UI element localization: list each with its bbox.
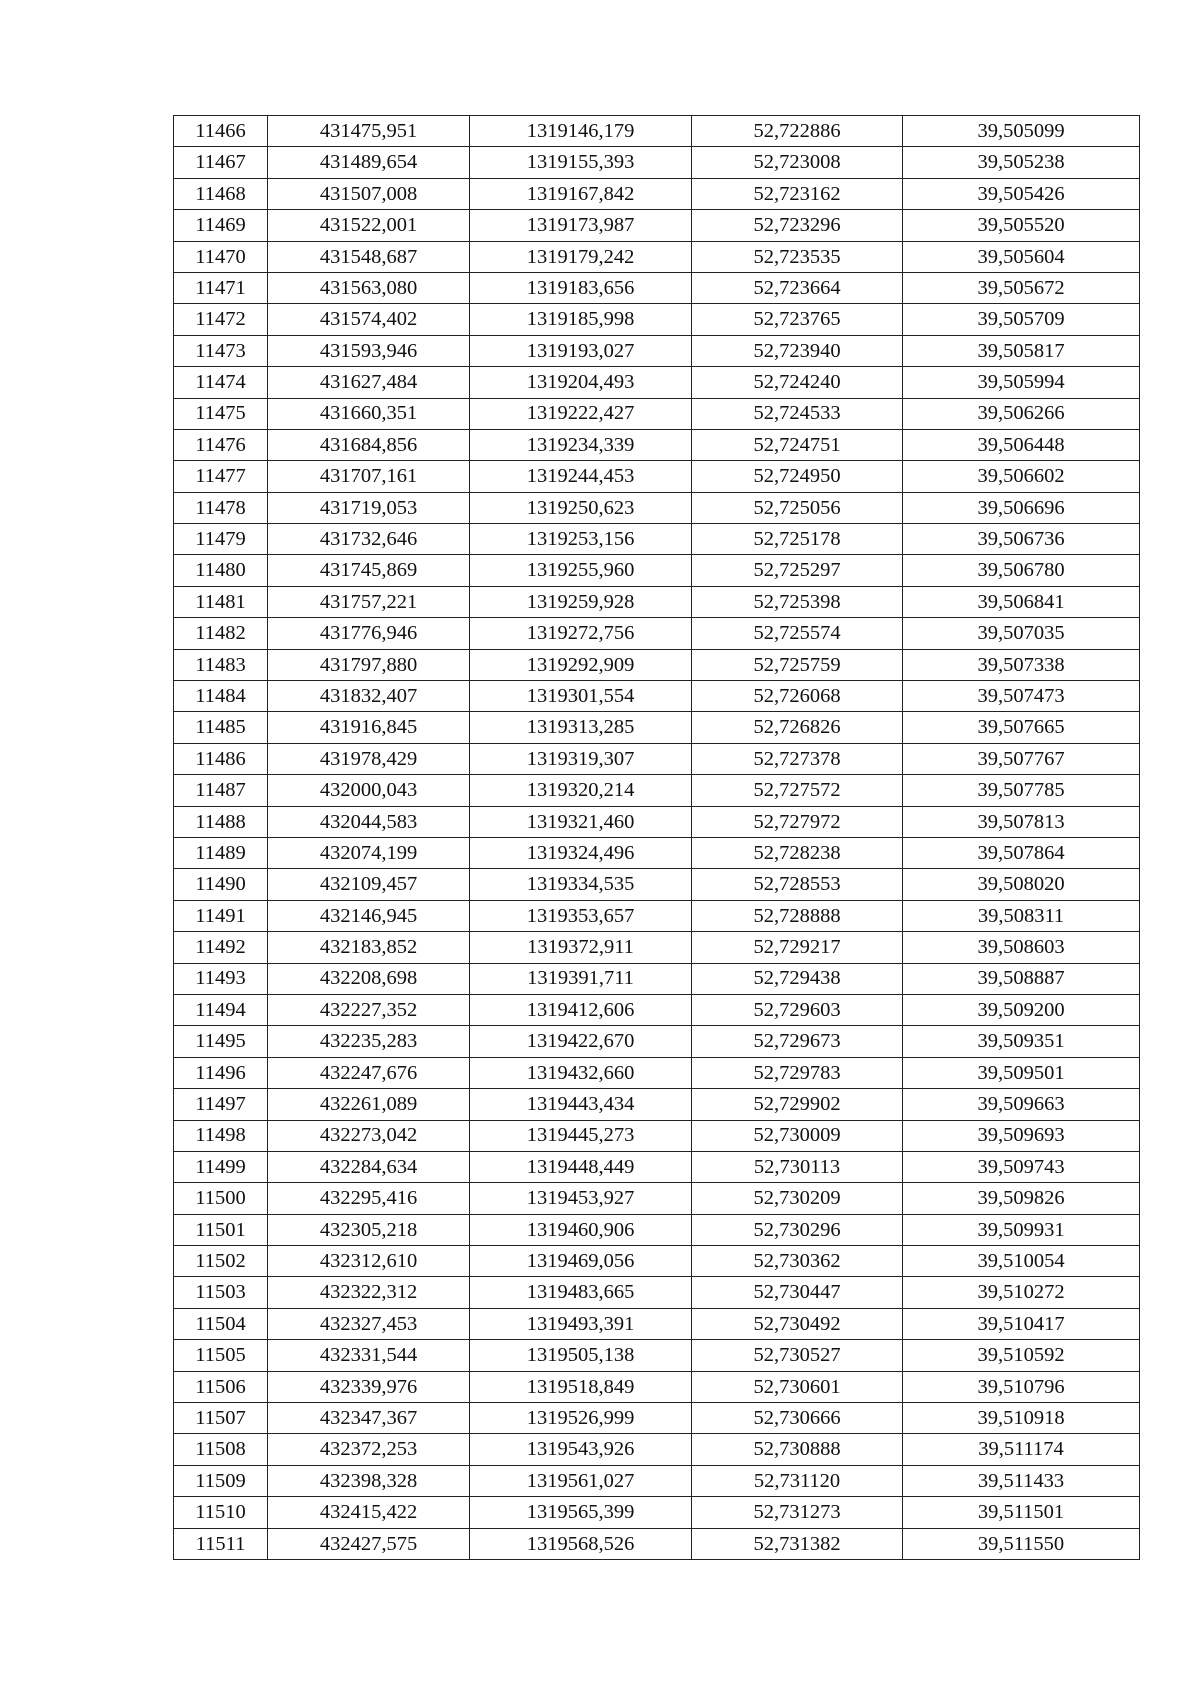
x-coordinate-cell: 432247,676 bbox=[268, 1057, 470, 1088]
longitude-cell: 39,511501 bbox=[903, 1497, 1140, 1528]
y-coordinate-cell: 1319222,427 bbox=[470, 398, 692, 429]
y-coordinate-cell: 1319173,987 bbox=[470, 210, 692, 241]
longitude-cell: 39,507864 bbox=[903, 837, 1140, 868]
x-coordinate-cell: 431593,946 bbox=[268, 335, 470, 366]
longitude-cell: 39,505238 bbox=[903, 147, 1140, 178]
latitude-cell: 52,730527 bbox=[692, 1340, 903, 1371]
point-number-cell: 11506 bbox=[174, 1371, 268, 1402]
point-number-cell: 11469 bbox=[174, 210, 268, 241]
latitude-cell: 52,728238 bbox=[692, 837, 903, 868]
y-coordinate-cell: 1319319,307 bbox=[470, 743, 692, 774]
y-coordinate-cell: 1319469,056 bbox=[470, 1246, 692, 1277]
point-number-cell: 11486 bbox=[174, 743, 268, 774]
x-coordinate-cell: 432227,352 bbox=[268, 994, 470, 1025]
longitude-cell: 39,510272 bbox=[903, 1277, 1140, 1308]
y-coordinate-cell: 1319250,623 bbox=[470, 492, 692, 523]
point-number-cell: 11504 bbox=[174, 1308, 268, 1339]
latitude-cell: 52,724533 bbox=[692, 398, 903, 429]
x-coordinate-cell: 431832,407 bbox=[268, 681, 470, 712]
table-row bbox=[174, 1277, 1140, 1308]
x-coordinate-cell: 431776,946 bbox=[268, 618, 470, 649]
latitude-cell: 52,730362 bbox=[692, 1246, 903, 1277]
longitude-cell: 39,507785 bbox=[903, 775, 1140, 806]
x-coordinate-cell: 432312,610 bbox=[268, 1246, 470, 1277]
longitude-cell: 39,505672 bbox=[903, 272, 1140, 303]
x-coordinate-cell: 431707,161 bbox=[268, 461, 470, 492]
point-number-cell: 11487 bbox=[174, 775, 268, 806]
coordinates-table bbox=[173, 115, 1140, 1560]
latitude-cell: 52,726826 bbox=[692, 712, 903, 743]
y-coordinate-cell: 1319372,911 bbox=[470, 932, 692, 963]
y-coordinate-cell: 1319543,926 bbox=[470, 1434, 692, 1465]
latitude-cell: 52,725759 bbox=[692, 649, 903, 680]
longitude-cell: 39,507338 bbox=[903, 649, 1140, 680]
latitude-cell: 52,730209 bbox=[692, 1183, 903, 1214]
longitude-cell: 39,507473 bbox=[903, 681, 1140, 712]
point-number-cell: 11503 bbox=[174, 1277, 268, 1308]
x-coordinate-cell: 431522,001 bbox=[268, 210, 470, 241]
y-coordinate-cell: 1319422,670 bbox=[470, 1026, 692, 1057]
x-coordinate-cell: 432305,218 bbox=[268, 1214, 470, 1245]
longitude-cell: 39,505994 bbox=[903, 367, 1140, 398]
longitude-cell: 39,510054 bbox=[903, 1246, 1140, 1277]
x-coordinate-cell: 431719,053 bbox=[268, 492, 470, 523]
table-row bbox=[174, 1246, 1140, 1277]
table-row bbox=[174, 1214, 1140, 1245]
longitude-cell: 39,506696 bbox=[903, 492, 1140, 523]
table-row bbox=[174, 398, 1140, 429]
latitude-cell: 52,728888 bbox=[692, 900, 903, 931]
x-coordinate-cell: 432339,976 bbox=[268, 1371, 470, 1402]
longitude-cell: 39,507767 bbox=[903, 743, 1140, 774]
table-row bbox=[174, 1151, 1140, 1182]
table-row bbox=[174, 900, 1140, 931]
longitude-cell: 39,509743 bbox=[903, 1151, 1140, 1182]
y-coordinate-cell: 1319204,493 bbox=[470, 367, 692, 398]
latitude-cell: 52,725056 bbox=[692, 492, 903, 523]
point-number-cell: 11472 bbox=[174, 304, 268, 335]
point-number-cell: 11488 bbox=[174, 806, 268, 837]
point-number-cell: 11467 bbox=[174, 147, 268, 178]
y-coordinate-cell: 1319432,660 bbox=[470, 1057, 692, 1088]
longitude-cell: 39,511550 bbox=[903, 1528, 1140, 1559]
latitude-cell: 52,730492 bbox=[692, 1308, 903, 1339]
longitude-cell: 39,506266 bbox=[903, 398, 1140, 429]
y-coordinate-cell: 1319320,214 bbox=[470, 775, 692, 806]
y-coordinate-cell: 1319324,496 bbox=[470, 837, 692, 868]
longitude-cell: 39,509931 bbox=[903, 1214, 1140, 1245]
latitude-cell: 52,730447 bbox=[692, 1277, 903, 1308]
y-coordinate-cell: 1319167,842 bbox=[470, 178, 692, 209]
table-row bbox=[174, 1465, 1140, 1496]
latitude-cell: 52,730113 bbox=[692, 1151, 903, 1182]
table-row bbox=[174, 1120, 1140, 1151]
latitude-cell: 52,723940 bbox=[692, 335, 903, 366]
coordinates-table-body bbox=[174, 116, 1140, 1560]
longitude-cell: 39,508603 bbox=[903, 932, 1140, 963]
point-number-cell: 11470 bbox=[174, 241, 268, 272]
x-coordinate-cell: 431475,951 bbox=[268, 116, 470, 147]
latitude-cell: 52,729438 bbox=[692, 963, 903, 994]
point-number-cell: 11493 bbox=[174, 963, 268, 994]
latitude-cell: 52,724751 bbox=[692, 429, 903, 460]
point-number-cell: 11482 bbox=[174, 618, 268, 649]
point-number-cell: 11476 bbox=[174, 429, 268, 460]
latitude-cell: 52,729902 bbox=[692, 1089, 903, 1120]
latitude-cell: 52,730601 bbox=[692, 1371, 903, 1402]
y-coordinate-cell: 1319334,535 bbox=[470, 869, 692, 900]
x-coordinate-cell: 432261,089 bbox=[268, 1089, 470, 1120]
x-coordinate-cell: 431916,845 bbox=[268, 712, 470, 743]
x-coordinate-cell: 432074,199 bbox=[268, 837, 470, 868]
latitude-cell: 52,731382 bbox=[692, 1528, 903, 1559]
longitude-cell: 39,506448 bbox=[903, 429, 1140, 460]
point-number-cell: 11473 bbox=[174, 335, 268, 366]
latitude-cell: 52,727378 bbox=[692, 743, 903, 774]
point-number-cell: 11489 bbox=[174, 837, 268, 868]
point-number-cell: 11477 bbox=[174, 461, 268, 492]
table-row bbox=[174, 1340, 1140, 1371]
table-row bbox=[174, 586, 1140, 617]
y-coordinate-cell: 1319483,665 bbox=[470, 1277, 692, 1308]
table-row bbox=[174, 178, 1140, 209]
x-coordinate-cell: 432295,416 bbox=[268, 1183, 470, 1214]
point-number-cell: 11502 bbox=[174, 1246, 268, 1277]
latitude-cell: 52,729603 bbox=[692, 994, 903, 1025]
table-row bbox=[174, 492, 1140, 523]
longitude-cell: 39,510796 bbox=[903, 1371, 1140, 1402]
y-coordinate-cell: 1319561,027 bbox=[470, 1465, 692, 1496]
y-coordinate-cell: 1319391,711 bbox=[470, 963, 692, 994]
latitude-cell: 52,724950 bbox=[692, 461, 903, 492]
latitude-cell: 52,730888 bbox=[692, 1434, 903, 1465]
point-number-cell: 11474 bbox=[174, 367, 268, 398]
latitude-cell: 52,729673 bbox=[692, 1026, 903, 1057]
point-number-cell: 11508 bbox=[174, 1434, 268, 1465]
longitude-cell: 39,505817 bbox=[903, 335, 1140, 366]
y-coordinate-cell: 1319453,927 bbox=[470, 1183, 692, 1214]
point-number-cell: 11507 bbox=[174, 1403, 268, 1434]
x-coordinate-cell: 432000,043 bbox=[268, 775, 470, 806]
y-coordinate-cell: 1319244,453 bbox=[470, 461, 692, 492]
latitude-cell: 52,723664 bbox=[692, 272, 903, 303]
y-coordinate-cell: 1319443,434 bbox=[470, 1089, 692, 1120]
longitude-cell: 39,506841 bbox=[903, 586, 1140, 617]
point-number-cell: 11475 bbox=[174, 398, 268, 429]
point-number-cell: 11466 bbox=[174, 116, 268, 147]
table-row bbox=[174, 681, 1140, 712]
table-row bbox=[174, 932, 1140, 963]
point-number-cell: 11500 bbox=[174, 1183, 268, 1214]
longitude-cell: 39,507665 bbox=[903, 712, 1140, 743]
table-row bbox=[174, 429, 1140, 460]
table-row bbox=[174, 1089, 1140, 1120]
longitude-cell: 39,509200 bbox=[903, 994, 1140, 1025]
point-number-cell: 11483 bbox=[174, 649, 268, 680]
table-row bbox=[174, 272, 1140, 303]
x-coordinate-cell: 432322,312 bbox=[268, 1277, 470, 1308]
table-row bbox=[174, 1371, 1140, 1402]
latitude-cell: 52,722886 bbox=[692, 116, 903, 147]
table-row bbox=[174, 649, 1140, 680]
table-row bbox=[174, 963, 1140, 994]
latitude-cell: 52,725574 bbox=[692, 618, 903, 649]
longitude-cell: 39,508311 bbox=[903, 900, 1140, 931]
longitude-cell: 39,509351 bbox=[903, 1026, 1140, 1057]
point-number-cell: 11480 bbox=[174, 555, 268, 586]
table-row bbox=[174, 869, 1140, 900]
table-row bbox=[174, 1528, 1140, 1559]
longitude-cell: 39,506780 bbox=[903, 555, 1140, 586]
table-row bbox=[174, 837, 1140, 868]
longitude-cell: 39,505099 bbox=[903, 116, 1140, 147]
longitude-cell: 39,505709 bbox=[903, 304, 1140, 335]
point-number-cell: 11511 bbox=[174, 1528, 268, 1559]
point-number-cell: 11498 bbox=[174, 1120, 268, 1151]
x-coordinate-cell: 431732,646 bbox=[268, 524, 470, 555]
x-coordinate-cell: 432327,453 bbox=[268, 1308, 470, 1339]
y-coordinate-cell: 1319255,960 bbox=[470, 555, 692, 586]
latitude-cell: 52,724240 bbox=[692, 367, 903, 398]
y-coordinate-cell: 1319526,999 bbox=[470, 1403, 692, 1434]
latitude-cell: 52,725297 bbox=[692, 555, 903, 586]
x-coordinate-cell: 431978,429 bbox=[268, 743, 470, 774]
table-row bbox=[174, 775, 1140, 806]
point-number-cell: 11499 bbox=[174, 1151, 268, 1182]
x-coordinate-cell: 432427,575 bbox=[268, 1528, 470, 1559]
y-coordinate-cell: 1319234,339 bbox=[470, 429, 692, 460]
latitude-cell: 52,723535 bbox=[692, 241, 903, 272]
latitude-cell: 52,723008 bbox=[692, 147, 903, 178]
y-coordinate-cell: 1319292,909 bbox=[470, 649, 692, 680]
y-coordinate-cell: 1319321,460 bbox=[470, 806, 692, 837]
longitude-cell: 39,506602 bbox=[903, 461, 1140, 492]
x-coordinate-cell: 432331,544 bbox=[268, 1340, 470, 1371]
point-number-cell: 11468 bbox=[174, 178, 268, 209]
x-coordinate-cell: 431745,869 bbox=[268, 555, 470, 586]
point-number-cell: 11510 bbox=[174, 1497, 268, 1528]
latitude-cell: 52,731273 bbox=[692, 1497, 903, 1528]
table-row bbox=[174, 210, 1140, 241]
y-coordinate-cell: 1319146,179 bbox=[470, 116, 692, 147]
table-row bbox=[174, 304, 1140, 335]
x-coordinate-cell: 431627,484 bbox=[268, 367, 470, 398]
point-number-cell: 11509 bbox=[174, 1465, 268, 1496]
x-coordinate-cell: 432208,698 bbox=[268, 963, 470, 994]
y-coordinate-cell: 1319313,285 bbox=[470, 712, 692, 743]
table-row bbox=[174, 367, 1140, 398]
y-coordinate-cell: 1319301,554 bbox=[470, 681, 692, 712]
table-row bbox=[174, 147, 1140, 178]
longitude-cell: 39,509501 bbox=[903, 1057, 1140, 1088]
point-number-cell: 11496 bbox=[174, 1057, 268, 1088]
table-row bbox=[174, 1183, 1140, 1214]
latitude-cell: 52,730009 bbox=[692, 1120, 903, 1151]
longitude-cell: 39,511433 bbox=[903, 1465, 1140, 1496]
table-row bbox=[174, 1057, 1140, 1088]
x-coordinate-cell: 432347,367 bbox=[268, 1403, 470, 1434]
y-coordinate-cell: 1319253,156 bbox=[470, 524, 692, 555]
latitude-cell: 52,727572 bbox=[692, 775, 903, 806]
latitude-cell: 52,727972 bbox=[692, 806, 903, 837]
x-coordinate-cell: 432235,283 bbox=[268, 1026, 470, 1057]
longitude-cell: 39,509663 bbox=[903, 1089, 1140, 1120]
point-number-cell: 11501 bbox=[174, 1214, 268, 1245]
x-coordinate-cell: 432146,945 bbox=[268, 900, 470, 931]
longitude-cell: 39,509693 bbox=[903, 1120, 1140, 1151]
table-row bbox=[174, 1026, 1140, 1057]
latitude-cell: 52,730666 bbox=[692, 1403, 903, 1434]
latitude-cell: 52,726068 bbox=[692, 681, 903, 712]
latitude-cell: 52,731120 bbox=[692, 1465, 903, 1496]
longitude-cell: 39,510417 bbox=[903, 1308, 1140, 1339]
y-coordinate-cell: 1319155,393 bbox=[470, 147, 692, 178]
x-coordinate-cell: 431507,008 bbox=[268, 178, 470, 209]
x-coordinate-cell: 432415,422 bbox=[268, 1497, 470, 1528]
latitude-cell: 52,723296 bbox=[692, 210, 903, 241]
y-coordinate-cell: 1319272,756 bbox=[470, 618, 692, 649]
table-row bbox=[174, 806, 1140, 837]
point-number-cell: 11492 bbox=[174, 932, 268, 963]
longitude-cell: 39,508887 bbox=[903, 963, 1140, 994]
point-number-cell: 11505 bbox=[174, 1340, 268, 1371]
table-row bbox=[174, 555, 1140, 586]
y-coordinate-cell: 1319505,138 bbox=[470, 1340, 692, 1371]
longitude-cell: 39,509826 bbox=[903, 1183, 1140, 1214]
table-row bbox=[174, 994, 1140, 1025]
x-coordinate-cell: 431797,880 bbox=[268, 649, 470, 680]
longitude-cell: 39,507035 bbox=[903, 618, 1140, 649]
y-coordinate-cell: 1319518,849 bbox=[470, 1371, 692, 1402]
table-row bbox=[174, 712, 1140, 743]
x-coordinate-cell: 432044,583 bbox=[268, 806, 470, 837]
table-row bbox=[174, 1434, 1140, 1465]
point-number-cell: 11471 bbox=[174, 272, 268, 303]
table-row bbox=[174, 116, 1140, 147]
latitude-cell: 52,728553 bbox=[692, 869, 903, 900]
point-number-cell: 11497 bbox=[174, 1089, 268, 1120]
y-coordinate-cell: 1319493,391 bbox=[470, 1308, 692, 1339]
x-coordinate-cell: 431489,654 bbox=[268, 147, 470, 178]
x-coordinate-cell: 431757,221 bbox=[268, 586, 470, 617]
x-coordinate-cell: 432273,042 bbox=[268, 1120, 470, 1151]
latitude-cell: 52,725178 bbox=[692, 524, 903, 555]
x-coordinate-cell: 432284,634 bbox=[268, 1151, 470, 1182]
y-coordinate-cell: 1319448,449 bbox=[470, 1151, 692, 1182]
table-row bbox=[174, 1403, 1140, 1434]
x-coordinate-cell: 431684,856 bbox=[268, 429, 470, 460]
y-coordinate-cell: 1319259,928 bbox=[470, 586, 692, 617]
point-number-cell: 11485 bbox=[174, 712, 268, 743]
y-coordinate-cell: 1319565,399 bbox=[470, 1497, 692, 1528]
table-row bbox=[174, 743, 1140, 774]
latitude-cell: 52,723162 bbox=[692, 178, 903, 209]
latitude-cell: 52,729217 bbox=[692, 932, 903, 963]
point-number-cell: 11491 bbox=[174, 900, 268, 931]
x-coordinate-cell: 432109,457 bbox=[268, 869, 470, 900]
point-number-cell: 11479 bbox=[174, 524, 268, 555]
x-coordinate-cell: 432372,253 bbox=[268, 1434, 470, 1465]
point-number-cell: 11495 bbox=[174, 1026, 268, 1057]
y-coordinate-cell: 1319353,657 bbox=[470, 900, 692, 931]
table-row bbox=[174, 524, 1140, 555]
point-number-cell: 11484 bbox=[174, 681, 268, 712]
latitude-cell: 52,723765 bbox=[692, 304, 903, 335]
x-coordinate-cell: 431563,080 bbox=[268, 272, 470, 303]
latitude-cell: 52,725398 bbox=[692, 586, 903, 617]
longitude-cell: 39,505426 bbox=[903, 178, 1140, 209]
latitude-cell: 52,730296 bbox=[692, 1214, 903, 1245]
longitude-cell: 39,505604 bbox=[903, 241, 1140, 272]
y-coordinate-cell: 1319185,998 bbox=[470, 304, 692, 335]
y-coordinate-cell: 1319193,027 bbox=[470, 335, 692, 366]
x-coordinate-cell: 431574,402 bbox=[268, 304, 470, 335]
point-number-cell: 11481 bbox=[174, 586, 268, 617]
table-row bbox=[174, 461, 1140, 492]
table-row bbox=[174, 241, 1140, 272]
longitude-cell: 39,511174 bbox=[903, 1434, 1140, 1465]
y-coordinate-cell: 1319183,656 bbox=[470, 272, 692, 303]
longitude-cell: 39,506736 bbox=[903, 524, 1140, 555]
y-coordinate-cell: 1319460,906 bbox=[470, 1214, 692, 1245]
table-row bbox=[174, 618, 1140, 649]
longitude-cell: 39,507813 bbox=[903, 806, 1140, 837]
longitude-cell: 39,505520 bbox=[903, 210, 1140, 241]
longitude-cell: 39,510918 bbox=[903, 1403, 1140, 1434]
y-coordinate-cell: 1319412,606 bbox=[470, 994, 692, 1025]
y-coordinate-cell: 1319179,242 bbox=[470, 241, 692, 272]
latitude-cell: 52,729783 bbox=[692, 1057, 903, 1088]
point-number-cell: 11490 bbox=[174, 869, 268, 900]
table-row bbox=[174, 1308, 1140, 1339]
longitude-cell: 39,508020 bbox=[903, 869, 1140, 900]
table-row bbox=[174, 335, 1140, 366]
point-number-cell: 11478 bbox=[174, 492, 268, 523]
point-number-cell: 11494 bbox=[174, 994, 268, 1025]
x-coordinate-cell: 432398,328 bbox=[268, 1465, 470, 1496]
y-coordinate-cell: 1319445,273 bbox=[470, 1120, 692, 1151]
table-row bbox=[174, 1497, 1140, 1528]
y-coordinate-cell: 1319568,526 bbox=[470, 1528, 692, 1559]
x-coordinate-cell: 431548,687 bbox=[268, 241, 470, 272]
longitude-cell: 39,510592 bbox=[903, 1340, 1140, 1371]
x-coordinate-cell: 431660,351 bbox=[268, 398, 470, 429]
x-coordinate-cell: 432183,852 bbox=[268, 932, 470, 963]
